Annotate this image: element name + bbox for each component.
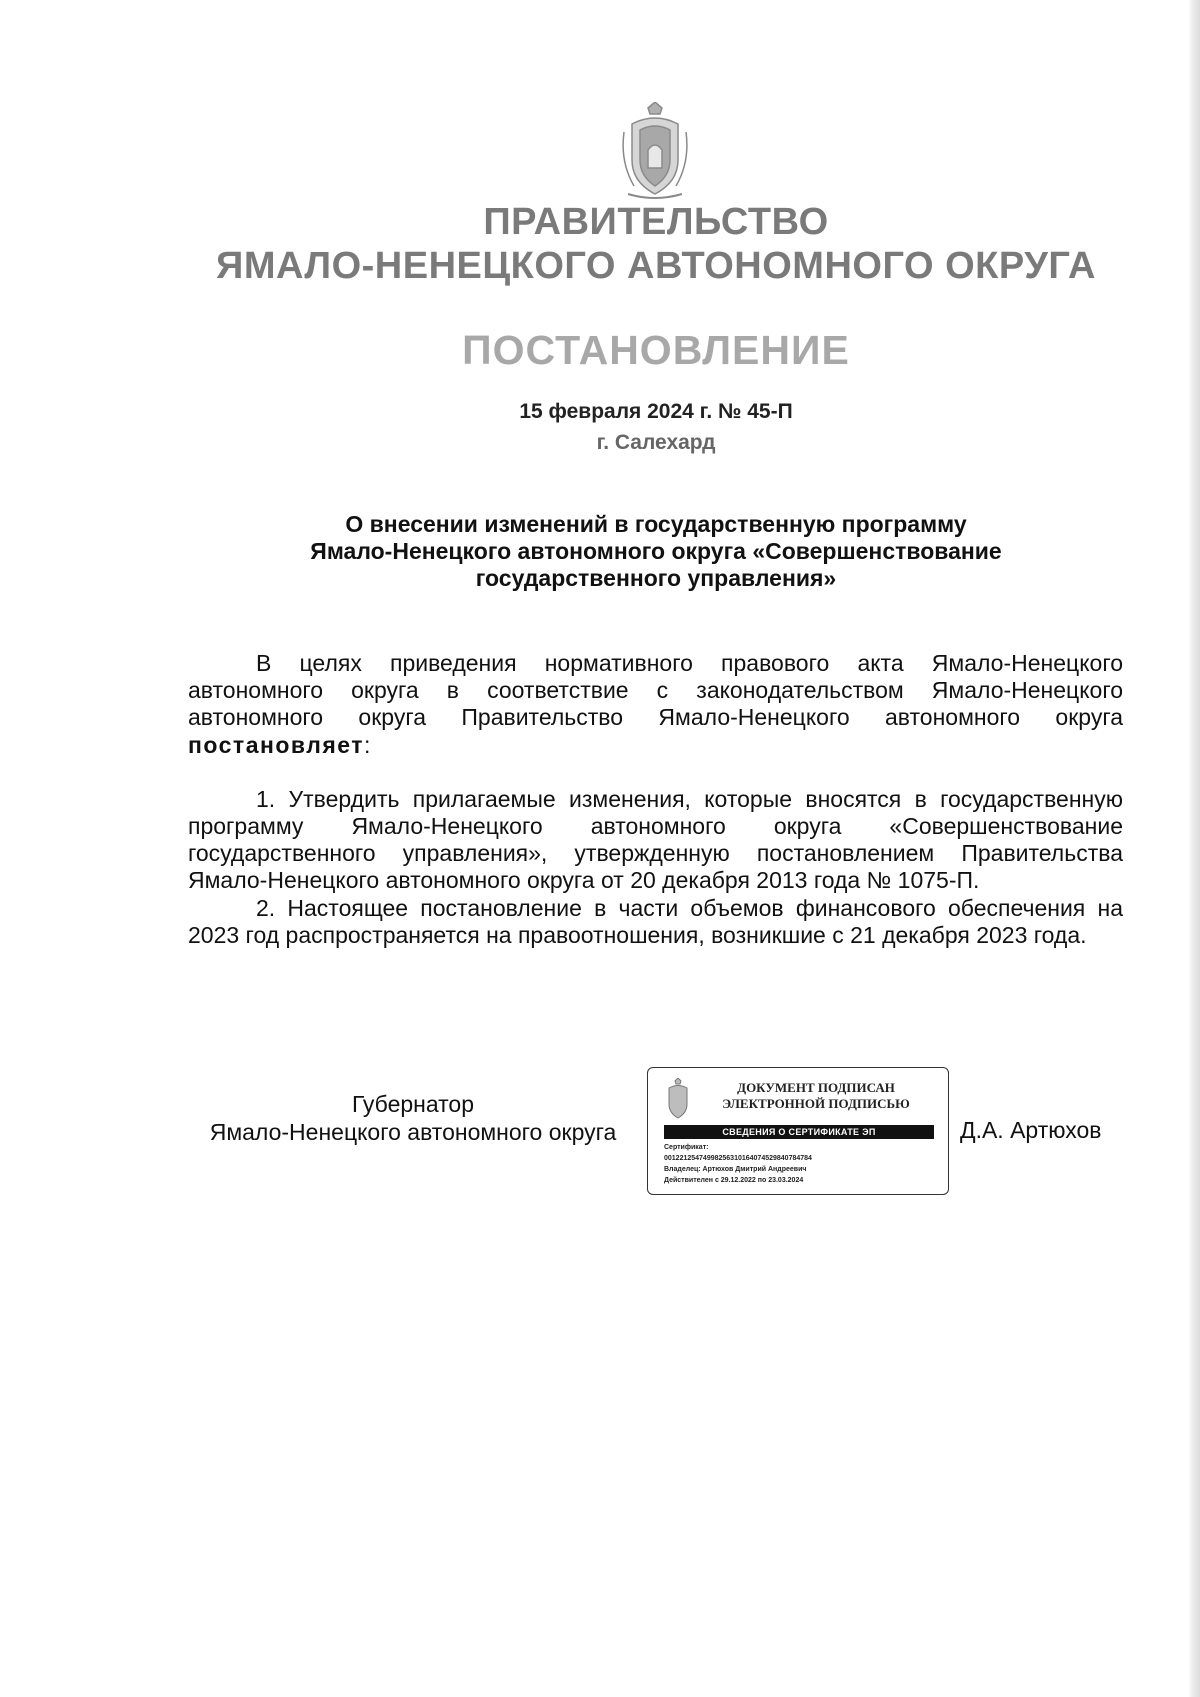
stamp-cert-number: 00122125474998256310164074529840784784 [664, 1155, 812, 1162]
stamp-title-line: ЭЛЕКТРОННОЙ ПОДПИСЬЮ [722, 1096, 910, 1111]
preamble-paragraph [188, 650, 1123, 759]
position-region: Ямало-Ненецкого автономного округа [209, 1119, 617, 1145]
signature-position [188, 1090, 638, 1146]
document-date-number: 15 февраля 2024 г. № 45-П [519, 400, 793, 423]
stamp-certificate-bar: СВЕДЕНИЯ О СЕРТИФИКАТЕ ЭП [664, 1125, 934, 1139]
stamp-validity: Действителен с 29.12.2022 по 23.03.2024 [664, 1177, 804, 1184]
region-title: ЯМАЛО-НЕНЕЦКОГО АВТОНОМНОГО ОКРУГА [216, 245, 1096, 287]
preamble-text: В целях приведения нормативного правового акта Ямало-Ненецкого автономного округа в соответствие с законодательством Ямало-Ненецкого автономного округа Правительство Ямало-Ненецкого автономного округа [188, 650, 1123, 731]
signer-name: Д.А. Артюхов [960, 1117, 1102, 1143]
item-paragraph-2: 2. Настоящее постановление в части объемов финансового обеспечения на 2023 год распространяется на правоотношения, возникшие с 21 декабря 2023 года. [188, 894, 1123, 948]
stamp-cert-label: Сертификат: [664, 1144, 709, 1151]
decree-word: постановляет [188, 731, 365, 758]
electronic-signature-stamp [647, 1067, 949, 1195]
document-city: г. Салехард [596, 431, 716, 454]
document-type: ПОСТАНОВЛЕНИЕ [462, 327, 850, 373]
subject-line: Ямало-Ненецкого автономного округа «Совершенствование [310, 538, 1002, 564]
subject-line: государственного управления» [475, 565, 837, 591]
position-title: Губернатор [351, 1091, 475, 1117]
stamp-details [664, 1142, 944, 1186]
document-body [188, 650, 1123, 949]
item-paragraph-1: 1. Утвердить прилагаемые изменения, которые вносятся в государственную программу Ямало-Ненецкого автономного округа «Совершенствование государственного управления», утвержденную постановлением Правительства Ямало-Ненецкого автономного округа от 20 декабря 2013 года № 1075-П. [188, 785, 1123, 894]
document-subject [240, 511, 1072, 592]
government-title: ПРАВИТЕЛЬСТВО [483, 201, 829, 243]
decree-colon: : [364, 731, 371, 758]
stamp-title [698, 1080, 934, 1112]
coat-of-arms-icon [618, 102, 692, 202]
coat-of-arms-small-icon [664, 1078, 692, 1120]
document-header [0, 200, 1200, 288]
stamp-title-line: ДОКУМЕНТ ПОДПИСАН [737, 1080, 895, 1095]
stamp-owner: Владелец: Артюхов Дмитрий Андреевич [664, 1166, 807, 1173]
subject-line: О внесении изменений в государственную программу [345, 511, 967, 537]
